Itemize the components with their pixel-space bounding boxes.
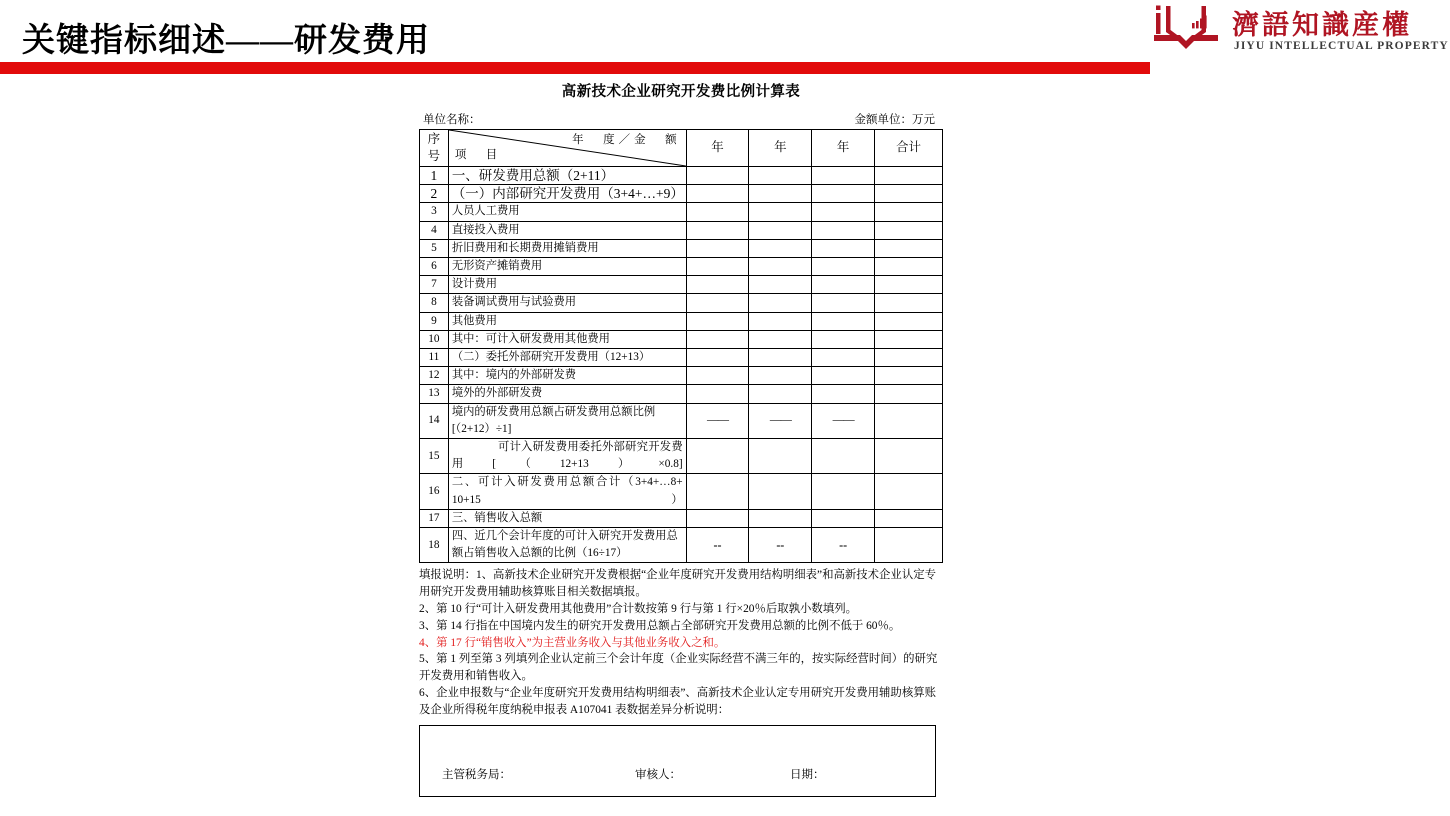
note-line: 3、第 14 行指在中国境内发生的研究开发费用总额占全部研究开发费用总额的比例不低于 60％。 [419,619,901,632]
table-header-row [420,130,943,167]
year1-value-cell[interactable] [686,509,749,527]
notes-block [419,567,943,718]
note-line: 4、第 17 行“销售收入”为主营业务收入与其他业务收入之和。 [419,636,726,649]
row-number-cell: 5 [420,239,449,257]
total-value-cell[interactable] [875,528,943,563]
table-row [420,239,943,257]
row-number-cell: 13 [420,385,449,403]
total-value-cell[interactable] [875,474,943,509]
year2-value-cell[interactable] [749,367,812,385]
header-cell-year1: 年 [686,130,749,167]
row-item-cell: 其中：可计入研发费用其他费用 [448,330,686,348]
year1-value-cell[interactable] [686,185,749,203]
year1-value-cell[interactable] [686,203,749,221]
total-value-cell[interactable] [875,203,943,221]
year2-value-cell[interactable] [749,349,812,367]
row-item-cell: 一、研发费用总额（2+11） [448,167,686,185]
year3-value-cell[interactable] [812,167,875,185]
year3-value-cell[interactable] [812,276,875,294]
logo-english-name: JIYU INTELLECTUAL PROPERTY [1234,40,1449,52]
title-underline-bar [0,62,1150,74]
year3-value-cell[interactable] [812,509,875,527]
year2-value-cell[interactable] [749,258,812,276]
total-value-cell[interactable] [875,239,943,257]
year3-value-cell[interactable] [812,349,875,367]
year1-value-cell[interactable] [686,330,749,348]
row-number-cell: 10 [420,330,449,348]
total-value-cell[interactable] [875,439,943,474]
year3-value-cell[interactable] [812,185,875,203]
total-value-cell[interactable] [875,276,943,294]
year1-value-cell[interactable] [686,221,749,239]
row-number-cell: 6 [420,258,449,276]
row-number-cell: 1 [420,167,449,185]
table-row [420,385,943,403]
total-value-cell[interactable] [875,403,943,438]
table-row [420,185,943,203]
row-number-cell: 14 [420,403,449,438]
table-row [420,312,943,330]
header-cell-no [420,130,449,167]
year2-value-cell[interactable] [749,203,812,221]
row-number-cell: 2 [420,185,449,203]
row-number-cell: 12 [420,367,449,385]
row-number-cell: 15 [420,439,449,474]
row-item-cell: 折旧费用和长期费用摊销费用 [448,239,686,257]
year2-value-cell[interactable] [749,330,812,348]
row-number-cell: 3 [420,203,449,221]
table-row [420,349,943,367]
year3-value-cell[interactable] [812,330,875,348]
year1-value-cell[interactable] [686,349,749,367]
year1-value-cell[interactable] [686,276,749,294]
year2-value-cell[interactable] [749,167,812,185]
table-row [420,258,943,276]
header-no-char2: 号 [427,149,441,163]
year2-value-cell[interactable]: -- [749,528,812,563]
total-value-cell[interactable] [875,294,943,312]
header-item-label: 项 目 [454,148,502,161]
logo-chinese-name: 濟語知識産權 [1232,10,1412,40]
row-item-cell: 装备调试费用与试验费用 [448,294,686,312]
table-row [420,221,943,239]
row-item-cell: 直接投入费用 [448,221,686,239]
header-no-char1: 序 [427,132,441,146]
year2-value-cell[interactable] [749,221,812,239]
total-value-cell[interactable] [875,185,943,203]
year2-value-cell[interactable] [749,294,812,312]
total-value-cell[interactable] [875,167,943,185]
document-title: 高新技术企业研究开发费比例计算表 [561,84,801,100]
row-item-cell: 境外的外部研发费 [448,385,686,403]
year1-value-cell[interactable] [686,385,749,403]
year2-value-cell[interactable] [749,276,812,294]
table-row [420,367,943,385]
date-label: 日期： [790,768,825,781]
header-cell-total: 合计 [875,130,943,167]
total-value-cell[interactable] [875,312,943,330]
row-number-cell: 18 [420,528,449,563]
row-item-cell: （二）委托外部研究开发费用（12+13） [448,349,686,367]
year1-value-cell[interactable] [686,239,749,257]
total-value-cell[interactable] [875,330,943,348]
row-item-cell: 三、销售收入总额 [448,509,686,527]
year1-value-cell[interactable] [686,167,749,185]
year1-value-cell[interactable] [686,312,749,330]
year1-value-cell[interactable]: —— [686,403,749,438]
rd-expense-table [419,129,943,563]
table-row [420,294,943,312]
unit-name-label: 单位名称： [423,114,481,126]
row-item-cell: 设计费用 [448,276,686,294]
year2-value-cell[interactable]: —— [749,403,812,438]
row-item-cell: 二、可计入研发费用总额合计（3+4+…8+ 10+15） [448,474,686,509]
year3-value-cell[interactable] [812,367,875,385]
year3-value-cell[interactable] [812,258,875,276]
header-year-amount-label: 年 度／金 额 [572,134,681,146]
note-line: 2、第 10 行“可计入研发费用其他费用”合计数按第 9 行与第 1 行×20％后取孰小数填列。 [419,603,857,616]
total-value-cell[interactable] [875,385,943,403]
table-row [420,528,943,563]
year1-value-cell[interactable] [686,258,749,276]
auditor-label: 审核人： [635,768,681,781]
row-item-cell: 人员人工费用 [448,203,686,221]
table-row [420,403,943,438]
year3-value-cell[interactable] [812,474,875,509]
page-title: 关键指标细述——研发费用 [22,23,430,59]
amount-unit-label: 金额单位：万元 [854,114,935,126]
year1-value-cell[interactable] [686,294,749,312]
year3-value-cell[interactable] [812,385,875,403]
total-value-cell[interactable] [875,221,943,239]
note-line: 5、第 1 列至第 3 列填列企业认定前三个会计年度（企业实际经营不满三年的，按实际经营时间）的研究开发费用和销售收入。 [419,653,938,683]
table-row [420,439,943,474]
row-number-cell: 17 [420,509,449,527]
table-row [420,509,943,527]
header-cell-diagonal [448,130,686,167]
total-value-cell[interactable] [875,349,943,367]
document-body [419,80,943,797]
year2-value-cell[interactable] [749,239,812,257]
year2-value-cell[interactable] [749,385,812,403]
table-row [420,203,943,221]
year2-value-cell[interactable] [749,474,812,509]
row-number-cell: 8 [420,294,449,312]
year3-value-cell[interactable]: —— [812,403,875,438]
header-cell-year3: 年 [812,130,875,167]
total-value-cell[interactable] [875,509,943,527]
row-item-cell: （一）内部研究开发费用（3+4+…+9） [448,185,686,203]
table-row [420,330,943,348]
year1-value-cell[interactable] [686,367,749,385]
table-row [420,276,943,294]
brand-logo [1152,4,1449,60]
row-item-cell: 其中：境内的外部研发费 [448,367,686,385]
signature-box [419,725,936,797]
year3-value-cell[interactable] [812,239,875,257]
row-number-cell: 9 [420,312,449,330]
row-number-cell: 11 [420,349,449,367]
year2-value-cell[interactable] [749,185,812,203]
document-meta-row [419,111,943,127]
row-item-cell: 其他费用 [448,312,686,330]
year3-value-cell[interactable] [812,312,875,330]
note-line: 填报说明：1、高新技术企业研究开发费根据“企业年度研究开发费用结构明细表”和高新技术企业认定专用研究开发费用辅助核算账目相关数据填报。 [419,569,936,599]
year3-value-cell[interactable] [812,203,875,221]
row-number-cell: 16 [420,474,449,509]
row-item-cell: 境内的研发费用总额占研发费用总额比例[（2+12）÷1] [448,403,686,438]
open-book-bars-logo-icon [1152,4,1220,52]
row-item-cell: 无形资产摊销费用 [448,258,686,276]
year3-value-cell[interactable] [812,294,875,312]
row-number-cell: 4 [420,221,449,239]
year2-value-cell[interactable] [749,439,812,474]
row-number-cell: 7 [420,276,449,294]
table-row [420,167,943,185]
header-cell-year2: 年 [749,130,812,167]
year1-value-cell[interactable]: -- [686,528,749,563]
year3-value-cell[interactable] [812,221,875,239]
row-item-cell: 四、近几个会计年度的可计入研究开发费用总额占销售收入总额的比例（16÷17） [448,528,686,563]
year3-value-cell[interactable]: -- [812,528,875,563]
tax-bureau-label: 主管税务局： [442,768,511,781]
year2-value-cell[interactable] [749,509,812,527]
year1-value-cell[interactable] [686,439,749,474]
year3-value-cell[interactable] [812,439,875,474]
total-value-cell[interactable] [875,367,943,385]
year1-value-cell[interactable] [686,474,749,509]
note-line: 6、企业申报数与“企业年度研究开发费用结构明细表”、高新技术企业认定专用研究开发费用辅助核算账及企业所得税年度纳税申报表 A107041 表数据差异分析说明： [419,687,936,716]
year2-value-cell[interactable] [749,312,812,330]
row-item-cell: 可计入研发费用委托外部研究开发费用[（12+13）×0.8] [448,439,686,474]
total-value-cell[interactable] [875,258,943,276]
table-row [420,474,943,509]
